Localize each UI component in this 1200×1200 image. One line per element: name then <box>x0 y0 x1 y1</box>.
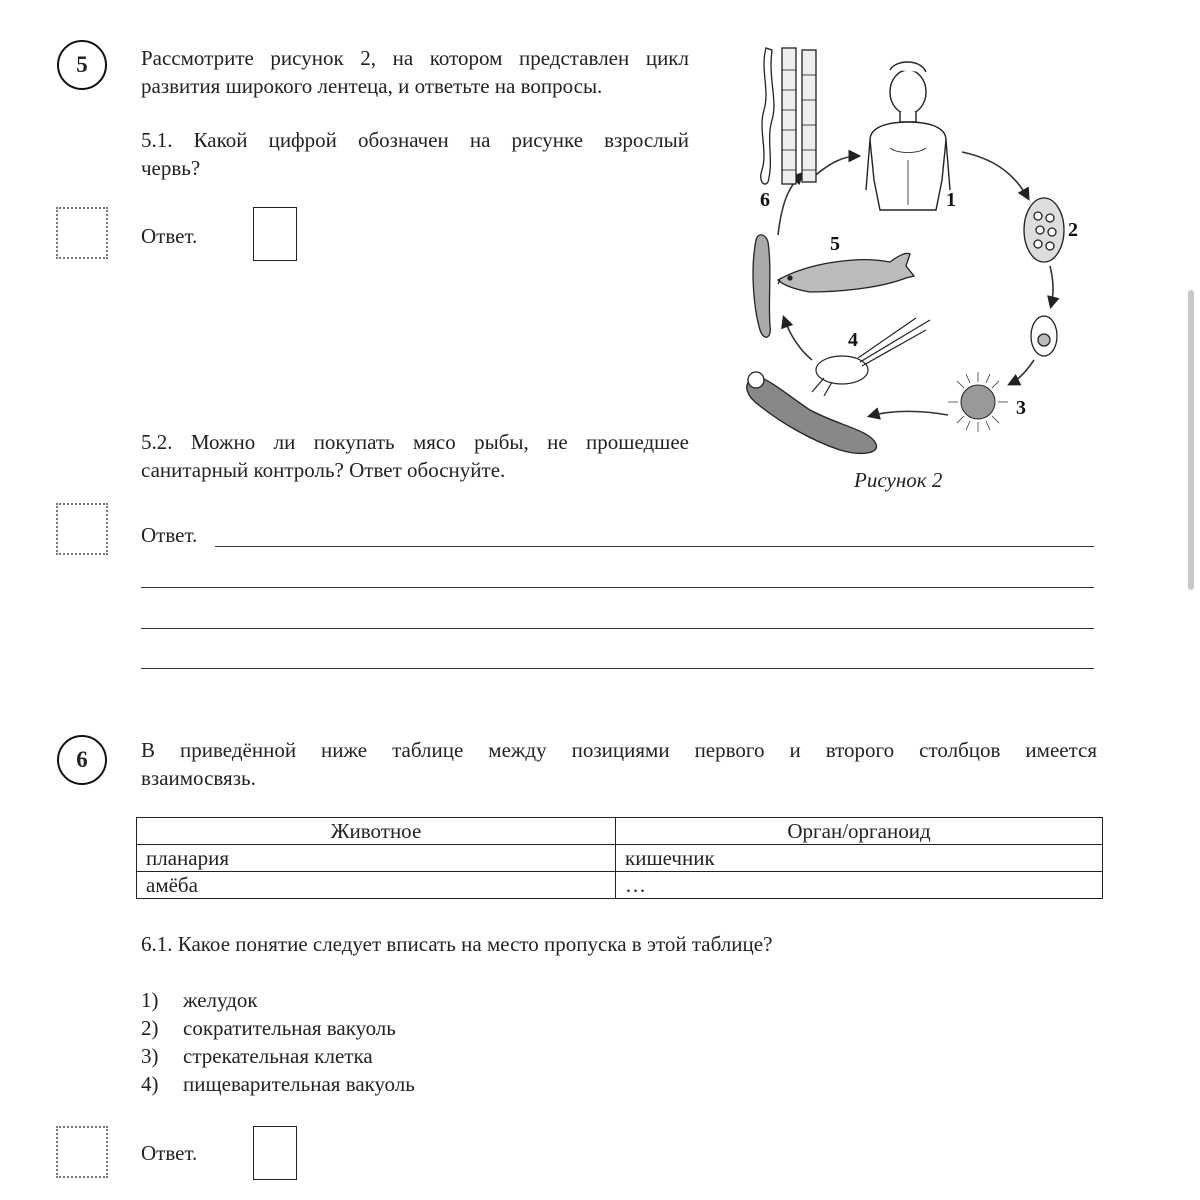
vertical-scrollbar[interactable] <box>1188 290 1194 590</box>
option-2[interactable] <box>141 1016 396 1041</box>
figure-label-5: 5 <box>830 233 840 255</box>
task-5-intro-line-2: развития широкого лентеца, и ответьте на вопросы. <box>141 74 603 98</box>
table-header-animal: Животное <box>137 818 616 845</box>
table-cell: амёба <box>137 872 616 899</box>
option-3[interactable] <box>141 1044 373 1069</box>
larva-illustration <box>747 372 877 453</box>
task-5-intro-line-1: Рассмотрите рисунок 2, на котором представлен цикл <box>141 46 689 70</box>
egg-illustration <box>1024 198 1064 262</box>
question-5-2-line-1: 5.2. Можно ли покупать мясо рыбы, не прошедшее <box>141 430 689 454</box>
table-row <box>137 845 1103 872</box>
option-text: пищеварительная вакуоль <box>183 1072 415 1096</box>
question-5-2-line-2: санитарный контроль? Ответ обоснуйте. <box>141 458 506 482</box>
task-6-number: 6 <box>57 735 107 785</box>
option-number: 3) <box>141 1044 159 1068</box>
question-6-1: 6.1. Какое понятие следует вписать на место пропуска в этой таблице? <box>141 932 773 956</box>
option-text: желудок <box>183 988 258 1012</box>
figure-caption: Рисунок 2 <box>854 468 943 492</box>
answer-box-6-1[interactable] <box>253 1126 297 1180</box>
answer-line-4[interactable] <box>141 668 1094 669</box>
figure-label-6: 6 <box>760 189 770 211</box>
figure-label-2: 2 <box>1068 219 1078 241</box>
score-box-5-1 <box>56 207 108 259</box>
copepod-illustration <box>812 318 930 396</box>
answer-line-1[interactable] <box>215 546 1094 547</box>
task-6-intro-line-2: взаимосвязь. <box>141 766 256 790</box>
table-header-organ: Орган/органоид <box>616 818 1103 845</box>
coracidium-illustration <box>948 372 1008 432</box>
answer-box-5-1[interactable] <box>253 207 297 261</box>
human-host-illustration <box>866 62 950 210</box>
answer-label-5-2: Ответ. <box>141 523 198 547</box>
pike-fish-illustration <box>778 253 914 292</box>
table-cell: … <box>616 872 1103 899</box>
figure-label-3: 3 <box>1016 397 1026 419</box>
answer-line-3[interactable] <box>141 628 1094 629</box>
lifecycle-figure <box>720 30 1100 470</box>
option-number: 2) <box>141 1016 159 1040</box>
score-box-6-1 <box>56 1126 108 1178</box>
answer-label-5-1: Ответ. <box>141 224 198 248</box>
plerocercoid-illustration <box>753 235 770 337</box>
option-4[interactable] <box>141 1072 415 1097</box>
option-text: сократительная вакуоль <box>183 1016 396 1040</box>
figure-label-4: 4 <box>848 329 858 351</box>
relation-table <box>136 817 1103 899</box>
score-box-5-2 <box>56 503 108 555</box>
task-6-intro-line-1: В приведённой ниже таблице между позициями первого и второго столбцов имеется <box>141 738 1097 762</box>
table-row <box>137 872 1103 899</box>
option-number: 4) <box>141 1072 159 1096</box>
task-5-number: 5 <box>57 40 107 90</box>
option-1[interactable] <box>141 988 258 1013</box>
question-5-1-line-2: червь? <box>141 156 201 180</box>
answer-line-2[interactable] <box>141 587 1094 588</box>
table-header-row <box>137 818 1103 845</box>
figure-label-1: 1 <box>946 189 956 211</box>
table-cell: кишечник <box>616 845 1103 872</box>
option-text: стрекательная клетка <box>183 1044 373 1068</box>
hatching-egg-illustration <box>1031 316 1057 356</box>
table-cell: планария <box>137 845 616 872</box>
adult-worm-illustration <box>761 48 816 184</box>
question-5-1-line-1: 5.1. Какой цифрой обозначен на рисунке взрослый <box>141 128 689 152</box>
answer-label-6-1: Ответ. <box>141 1141 198 1165</box>
option-number: 1) <box>141 988 159 1012</box>
